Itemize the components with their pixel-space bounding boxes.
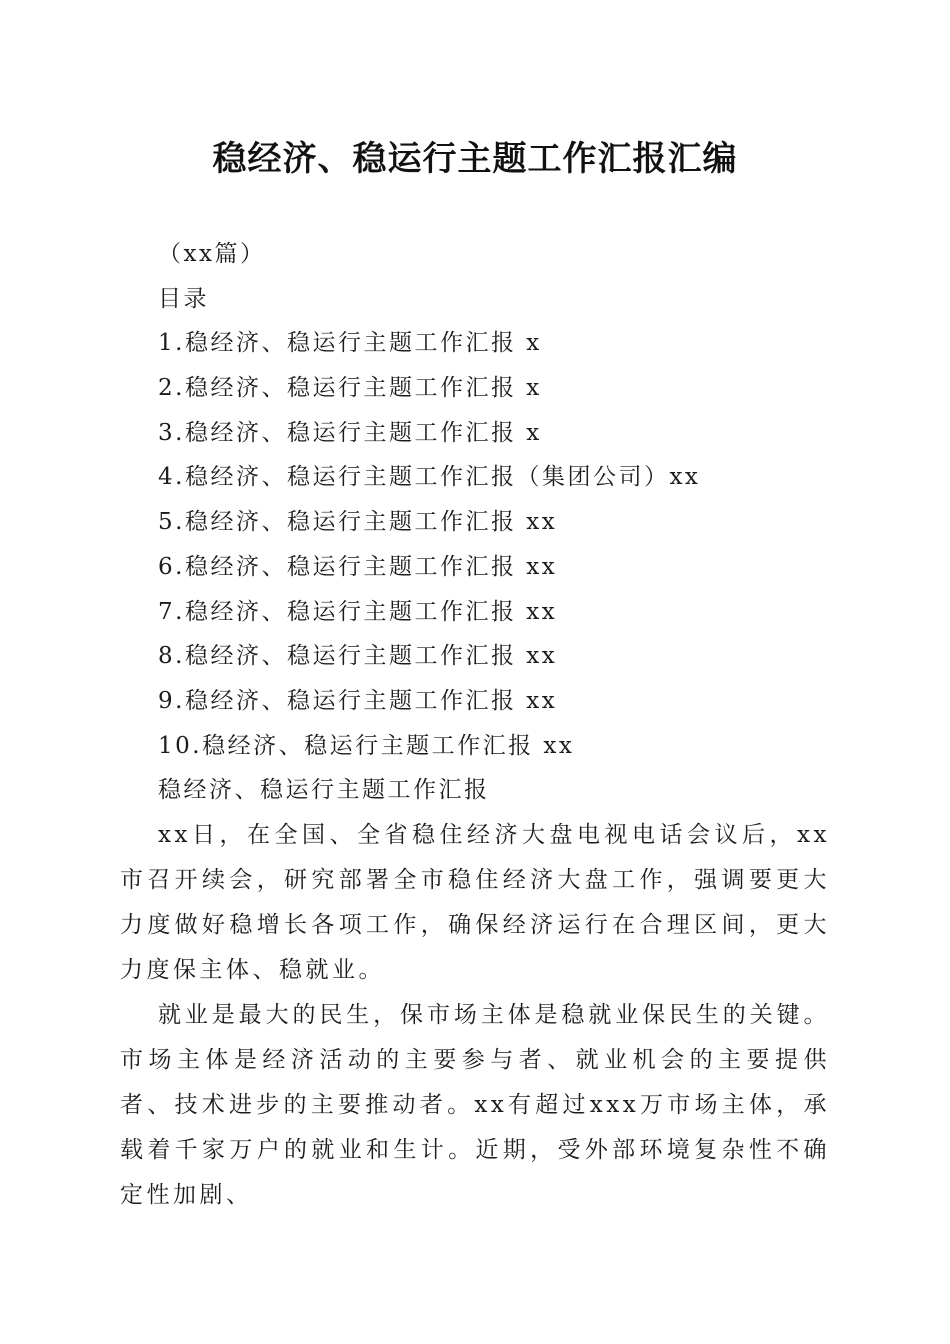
toc-item[interactable]: 1.稳经济、稳运行主题工作汇报 x <box>158 330 542 357</box>
toc-item[interactable]: 10.稳经济、稳运行主题工作汇报 xx <box>158 732 575 759</box>
subtitle: （xx篇） <box>158 241 266 267</box>
section-heading: 稳经济、稳运行主题工作汇报 <box>158 777 490 804</box>
body-paragraph: xx日，在全国、全省稳住经济大盘电视电话会议后，xx市召开续会，研究部署全市稳住经济大盘工作，强调要更大力度做好稳增长各项工作，确保经济运行在合理区间，更大力度保主体、稳就业。 <box>120 821 830 983</box>
toc-item[interactable]: 9.稳经济、稳运行主题工作汇报 xx <box>158 687 558 714</box>
body-paragraph: 就业是最大的民生，保市场主体是稳就业保民生的关键。市场主体是经济活动的主要参与者、就业机会的主要提供者、技术进步的主要推动者。xx有超过xxx万市场主体，承载着千家万户的就业和生计。近期，受外部环境复杂性不确定性加剧、 <box>120 1001 830 1208</box>
toc-heading: 目录 <box>158 285 209 312</box>
document-body <box>120 232 830 1218</box>
toc-item[interactable]: 8.稳经济、稳运行主题工作汇报 xx <box>158 643 558 670</box>
toc-item[interactable]: 7.稳经济、稳运行主题工作汇报 xx <box>158 598 558 625</box>
toc-item[interactable]: 6.稳经济、稳运行主题工作汇报 xx <box>158 553 558 580</box>
toc-item[interactable]: 5.稳经济、稳运行主题工作汇报 xx <box>158 509 558 536</box>
toc-item[interactable]: 3.稳经济、稳运行主题工作汇报 x <box>158 419 542 446</box>
toc-item[interactable]: 2.稳经济、稳运行主题工作汇报 x <box>158 375 542 402</box>
toc-item[interactable]: 4.稳经济、稳运行主题工作汇报（集团公司）xx <box>158 464 701 491</box>
document-title: 稳经济、稳运行主题工作汇报汇编 <box>212 139 738 179</box>
